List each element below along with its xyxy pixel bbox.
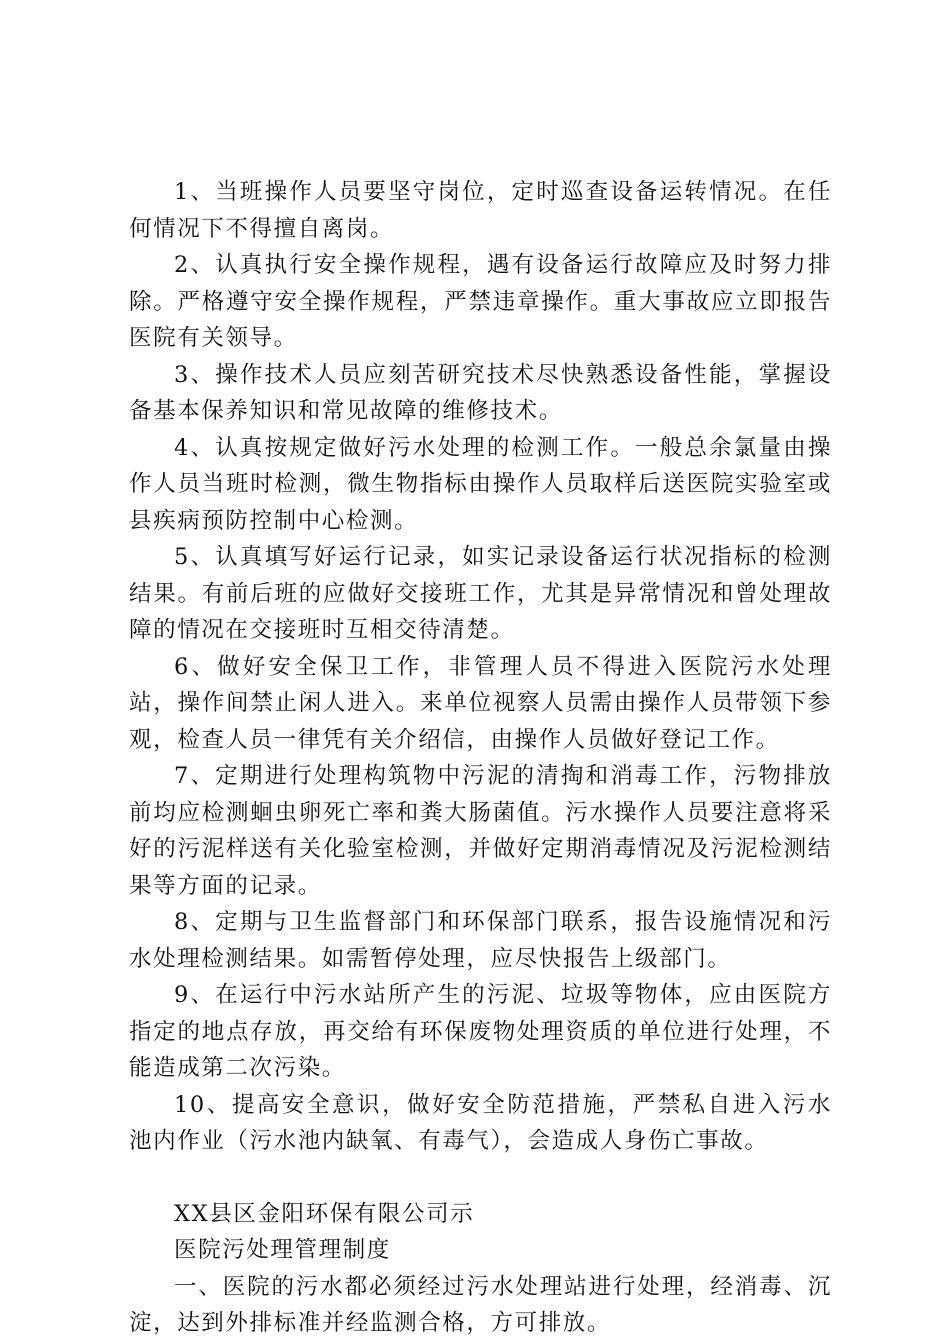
company-name: XX县区金阳环保有限公司示 — [174, 1200, 475, 1227]
rule-paragraph-4: 4、认真按规定做好污水处理的检测工作。一般总余氯量由操作人员当班时检测，微生物指标由操作人员取样后送医院实验室或县疾病预防控制中心检测。 — [129, 434, 832, 534]
rule-paragraph-1: 1、当班操作人员要坚守岗位，定时巡查设备运转情况。在任何情况下不得擅自离岗。 — [129, 179, 832, 242]
rule-paragraph-6: 6、做好安全保卫工作，非管理人员不得进入医院污水处理站，操作间禁止闲人进入。来单位视察人员需由操作人员带领下参观，检查人员一律凭有关介绍信，由操作人员做好登记工作。 — [129, 653, 832, 753]
rule-paragraph-2: 2、认真执行安全操作规程，遇有设备运行故障应及时努力排除。严格遵守安全操作规程，严禁违章操作。重大事故应立即报告医院有关领导。 — [129, 252, 832, 351]
rule-paragraph-10: 10、提高安全意识，做好安全防范措施，严禁私自进入污水池内作业（污水池内缺氧、有毒气），会造成人身伤亡事故。 — [129, 1091, 832, 1154]
rule-paragraph-7: 7、定期进行处理构筑物中污泥的清掏和消毒工作，污物排放前均应检测蛔虫卵死亡率和粪大肠菌值。污水操作人员要注意将采好的污泥样送有关化验室检测，并做好定期消毒情况及污泥检测结果等方面的记录。 — [129, 763, 832, 899]
rule-paragraph-9: 9、在运行中污水站所产生的污泥、垃圾等物体，应由医院方指定的地点存放，再交给有环保废物处理资质的单位进行处理，不能造成第二次污染。 — [129, 982, 832, 1081]
section-title: 医院污处理管理制度 — [174, 1237, 391, 1263]
document-body — [129, 174, 832, 1342]
rule-paragraph-8: 8、定期与卫生监督部门和环保部门联系，报告设施情况和污水处理检测结果。如需暂停处理，应尽快报告上级部门。 — [129, 909, 832, 972]
rule-paragraph-3: 3、操作技术人员应刻苦研究技术尽快熟悉设备性能，掌握设备基本保养知识和常见故障的维修技术。 — [129, 361, 832, 424]
rule-paragraph-5: 5、认真填写好运行记录，如实记录设备运行状况指标的检测结果。有前后班的应做好交接班工作，尤其是异常情况和曾处理故障的情况在交接班时互相交待清楚。 — [129, 544, 832, 643]
paragraph-gap — [129, 1160, 832, 1196]
section-paragraph-1: 一、医院的污水都必须经过污水处理站进行处理，经消毒、沉淀，达到外排标准并经监测合格，方可排放。 — [129, 1273, 832, 1336]
